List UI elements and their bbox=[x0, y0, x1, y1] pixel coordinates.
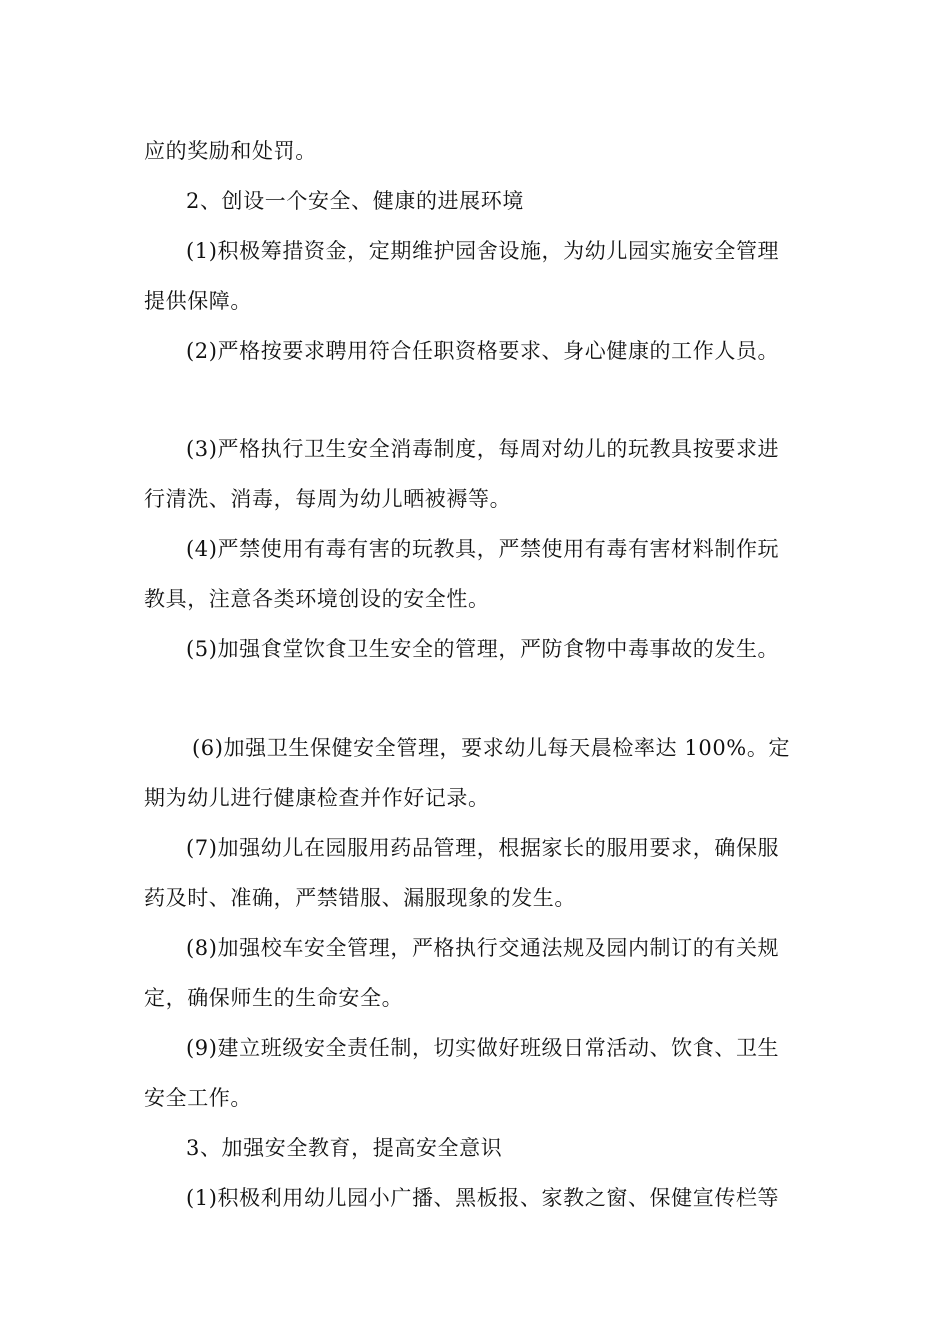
item-4-line-2: 教具，注意各类环境创设的安全性。 bbox=[144, 587, 490, 611]
item-1-line-1: (1)积极筹措资金，定期维护园舍设施，为幼儿园实施安全管理 bbox=[186, 239, 780, 263]
item-5-line-1: (5)加强食堂饮食卫生安全的管理，严防食物中毒事故的发生。 bbox=[186, 637, 780, 661]
item-8-line-1: (8)加强校车安全管理，严格执行交通法规及园内制订的有关规 bbox=[186, 936, 780, 960]
item-4-line-1: (4)严禁使用有毒有害的玩教具，严禁使用有毒有害材料制作玩 bbox=[186, 537, 780, 561]
item-9-line-1: (9)建立班级安全责任制，切实做好班级日常活动、饮食、卫生 bbox=[186, 1036, 780, 1060]
item-7-line-1: (7)加强幼儿在园服用药品管理，根据家长的服用要求，确保服 bbox=[186, 836, 780, 860]
item-9-line-2: 安全工作。 bbox=[144, 1086, 252, 1110]
section-3-item-1-line-1: (1)积极利用幼儿园小广播、黑板报、家教之窗、保健宣传栏等 bbox=[186, 1186, 780, 1210]
item-6-line-2: 期为幼儿进行健康检查并作好记录。 bbox=[144, 786, 490, 810]
section-heading-3: 3、加强安全教育，提高安全意识 bbox=[186, 1136, 503, 1160]
paragraph-continuation: 应的奖励和处罚。 bbox=[144, 139, 317, 163]
item-8-line-2: 定，确保师生的生命安全。 bbox=[144, 986, 404, 1010]
item-6-line-1: (6)加强卫生保健安全管理，要求幼儿每天晨检率达 100%。定 bbox=[192, 736, 791, 760]
item-7-line-2: 药及时、准确，严禁错服、漏服现象的发生。 bbox=[144, 886, 576, 910]
item-3-line-2: 行清洗、消毒，每周为幼儿晒被褥等。 bbox=[144, 487, 512, 511]
item-2-line-1: (2)严格按要求聘用符合任职资格要求、身心健康的工作人员。 bbox=[186, 339, 780, 363]
section-heading-2: 2、创设一个安全、健康的进展环境 bbox=[186, 189, 524, 213]
item-1-line-2: 提供保障。 bbox=[144, 289, 252, 313]
item-3-line-1: (3)严格执行卫生安全消毒制度，每周对幼儿的玩教具按要求进 bbox=[186, 437, 780, 461]
